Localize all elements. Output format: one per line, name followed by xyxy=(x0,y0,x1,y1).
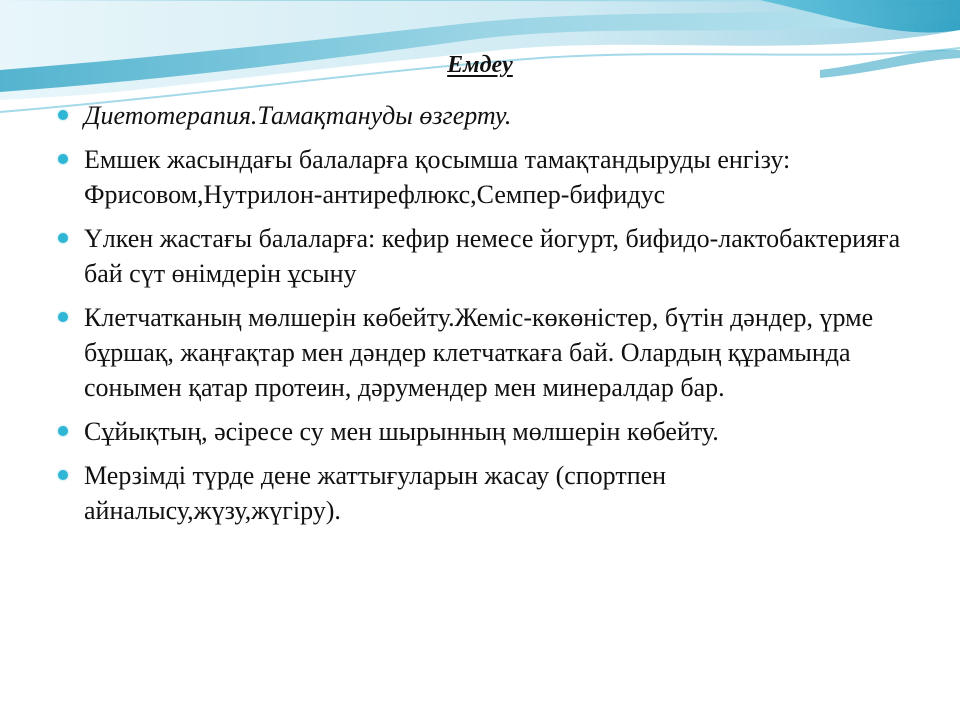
bullet-dot-icon xyxy=(58,154,68,164)
bullet-dot-icon xyxy=(58,470,68,480)
bullet-text: Сұйықтың, әсіресе су мен шырынның мөлшерін көбейту. xyxy=(84,417,719,446)
bullet-dot-icon xyxy=(58,426,68,436)
bullet-item xyxy=(58,142,918,212)
bullet-dot-icon xyxy=(58,233,68,243)
bullet-text: Мерзімді түрде дене жаттығуларын жасау (спортпен айналысу,жүзу,жүгіру). xyxy=(84,461,667,525)
bullet-item xyxy=(58,98,918,133)
bullet-text: Емшек жасындағы балаларға қосымша тамақтандыруды енгізу: Фрисовом,Нутрилон-антирефлюкс,Семпер-бифидус xyxy=(84,145,791,209)
bullet-item xyxy=(58,458,918,528)
bullet-list xyxy=(58,98,918,537)
bullet-text: Үлкен жастағы балаларға: кефир немесе йогурт, бифидо-лактобактерияға бай сүт өнімдерін ұсыну xyxy=(84,224,901,288)
bullet-item xyxy=(58,221,918,291)
bullet-item xyxy=(58,300,918,405)
bullet-item xyxy=(58,414,918,449)
bullet-dot-icon xyxy=(58,312,68,322)
bullet-text: Диетотерапия.Тамақтануды өзгерту. xyxy=(84,101,512,130)
slide-title: Емдеу xyxy=(447,52,513,78)
bullet-dot-icon xyxy=(58,110,68,120)
bullet-text: Клетчатканың мөлшерін көбейту.Жеміс-көкөністер, бүтін дәндер, үрме бұршақ, жаңғақтар мен дәндер клетчаткаға бай. Олардың құрамында сонымен қатар протеин, дәрумендер мен минералдар бар. xyxy=(84,303,874,402)
